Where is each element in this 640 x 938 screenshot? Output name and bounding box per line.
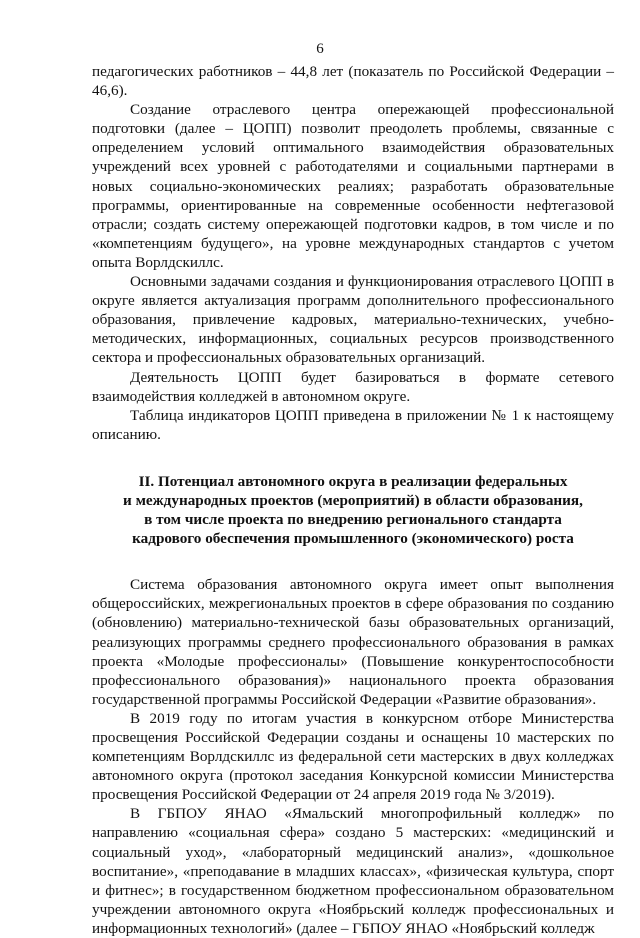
paragraph-copp-creation: Создание отраслевого центра опережающей профессиональной подготовки (далее – ЦОПП) позволит преодолеть проблемы, связанные с определением условий оптимального взаимодействия образовательных учреждений всех уровней с работодателями и социальными партнерами в новых социально-экономических реалиях; разработать образовательные программы, ориентированные на современные особенности нефтегазовой отрасли; создать систему опережающей подготовки кадров, в том числе и по «компетенциям будущего», на уровне международных стандартов с учетом опыта Ворлдскиллс.: [92, 101, 614, 271]
section-heading-line: и международных проектов (мероприятий) в области образования,: [123, 491, 583, 509]
page-number: 6: [316, 41, 324, 57]
paragraph-indicators-table: Таблица индикаторов ЦОПП приведена в приложении № 1 к настоящему описанию.: [92, 406, 614, 443]
paragraph-copp-activity: Деятельность ЦОПП будет базироваться в формате сетевого взаимодействия колледжей в автономном округе.: [92, 368, 614, 405]
section-heading-line: в том числе проекта по внедрению регионального стандарта: [144, 511, 562, 529]
paragraph-copp-tasks: Основными задачами создания и функционирования отраслевого ЦОПП в округе является актуализация программ дополнительного профессионального образования, привлечение кадровых, материально-технических, учебно-методических, информационных, социальных ресурсов производственного сектора и профессиональных образовательных организаций.: [92, 273, 614, 367]
section-heading-line: кадрового обеспечения промышленного (экономического) роста: [132, 530, 574, 548]
document-body: [92, 62, 614, 938]
paragraph-education-system: Система образования автономного округа имеет опыт выполнения общероссийских, межрегиональных проектов в сфере образования по созданию (обновлению) материально-технической базы образовательных организаций, реализующих программы среднего профессионального образования в рамках проекта «Молодые профессионалы» (Повышение конкурентоспособности профессионального образования)» национального проекта образования государственной программы Российской Федерации «Развитие образования».: [92, 576, 614, 708]
section-heading-line: II. Потенциал автономного округа в реализации федеральных: [138, 472, 568, 490]
paragraph-2019-workshops: В 2019 году по итогам участия в конкурсном отборе Министерства просвещения Российской Федерации созданы и оснащены 10 мастерских по компетенциям Ворлдскиллс из федеральной сети мастерских в двух колледжах автономного округа (протокол заседания Конкурсной комиссии Министерства просвещения Российской Федерации от 24 апреля 2019 года № 3/2019).: [92, 709, 614, 804]
paragraph-yamal-college: В ГБПОУ ЯНАО «Ямальский многопрофильный колледж» по направлению «социальная сфера» создано 5 мастерских: «медицинский и социальный уход», «лабораторный медицинский анализ», «дошкольное воспитание», «преподавание в младших классах», «физическая культура, спорт и фитнес»; в государственном бюджетном профессиональном образовательном учреждении автономного округа «Ноябрьский колледж профессиональных и информационных технологий» (далее – ГБПОУ ЯНАО «Ноябрьский колледж: [92, 805, 614, 937]
paragraph-continuation: педагогических работников – 44,8 лет (показатель по Российской Федерации – 46,6).: [92, 63, 614, 100]
section-heading: [92, 472, 614, 548]
